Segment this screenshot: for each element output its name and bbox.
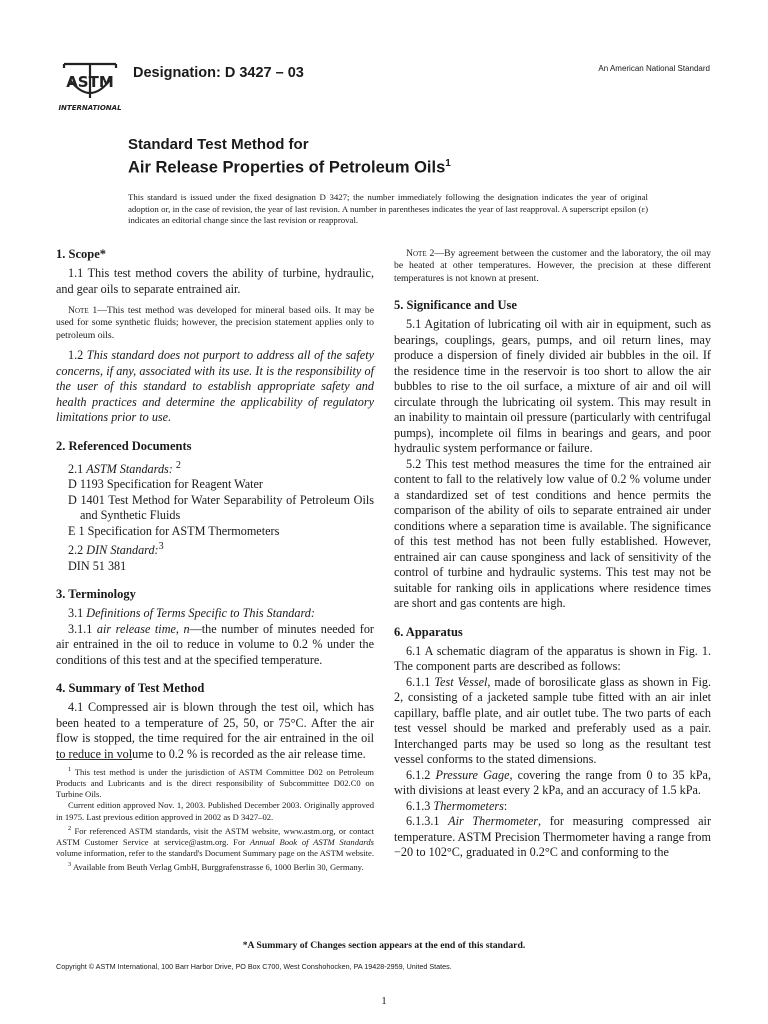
paragraph-1-2-number: 1.2 xyxy=(68,348,84,363)
title-line-2 xyxy=(128,154,648,178)
section-heading-referenced: 2. Referenced Documents xyxy=(56,438,192,453)
footnote-3-text: Available from Beuth Verlag GmbH, Burggrafenstrasse 6, 1000 Berlin 30, Germany. xyxy=(72,862,364,873)
paragraph-1-1: 1.1 This test method covers the ability of turbine, hydraulic, and gear oils to separate entrained air. xyxy=(56,266,374,296)
paragraph-3-1-1-number: 3.1.1 xyxy=(68,621,93,636)
footnotes xyxy=(56,764,374,873)
title-main: Air Release Properties of Petroleum Oils xyxy=(128,158,446,177)
paragraph-6-1-1 xyxy=(394,675,711,768)
paragraph-2-2-number: 2.2 xyxy=(68,543,84,558)
footnote-2-text-a: For referenced ASTM standards, visit the ASTM website, www.astm.org, or contact ASTM Customer Service at service@astm.org. For xyxy=(56,825,375,847)
footnote-1-continued: Current edition approved Nov. 1, 2003. Published December 2003. Originally approved in 1975. Last previous edition approved in 2002 as D 3427–02. xyxy=(56,800,374,822)
note-2 xyxy=(394,248,711,285)
paragraph-6-1-1-number: 6.1.1 xyxy=(406,674,431,689)
footnote-2-marker: 2 xyxy=(68,824,72,832)
paragraph-6-1-3-text: : xyxy=(503,798,508,813)
paragraph-5-1: 5.1 Agitation of lubricating oil with air in equipment, such as bearings, couplings, gears, pumps, and oil return lines, may produce a dispersion of finely divided air bubbles in the oil. If the residence time in the reservoir is too short to allow the air bubbles to rise to the oil surface, a mixture of air and oil will circulate through the lubricating oil system. This may result in an inability to maintain oil pressure (particularly with centrifugal pumps), incomplete oil films in bearings and gears, and poor hydraulic system performance or failure. xyxy=(394,317,711,456)
document-title xyxy=(128,135,648,178)
paragraph-3-1-1-text: —the number of minutes needed for air entrained in the oil to reduce in volume to 0.2 % under the conditions of this test and at the specified temperature. xyxy=(56,621,374,667)
footnote-3 xyxy=(56,859,374,873)
national-standard-label: An American National Standard xyxy=(598,64,710,73)
reference-item: DIN 51 381 xyxy=(68,558,127,573)
section-heading-significance: 5. Significance and Use xyxy=(394,298,517,313)
designation: Designation: D 3427 – 03 xyxy=(133,65,304,81)
term-air-release-time: air release time, n xyxy=(96,621,190,636)
footnote-2-text-b: volume information, refer to the standard's Document Summary page on the ASTM website. xyxy=(56,848,375,859)
copyright-line: Copyright © ASTM International, 100 Barr Harbor Drive, PO Box C700, West Conshohocken, PA 19428-2959, United States. xyxy=(56,962,452,971)
logo-text: ASTM xyxy=(66,73,114,91)
footnote-ref-2: 2 xyxy=(175,459,181,471)
paragraph-6-1-2-text: , covering the range from 0 to 35 kPa, with divisions at least every 2 kPa, and an accuracy of 1.5 kPa. xyxy=(394,767,712,798)
section-heading-terminology: 3. Terminology xyxy=(56,587,136,602)
footnote-3-marker: 3 xyxy=(68,861,72,869)
paragraph-6-1-3-1 xyxy=(394,814,711,861)
paragraph-5-2: 5.2 This test method measures the time for the entrained air content to fall to the relatively low value of 0.2 % volume under a standardized set of test conditions and hence permits the comparison of the ability of oils to separate entrained air under conditions where a separation time is available. The significance of this test method has not been fully established. However, entrained air can cause sponginess and lack of sensitivity of the control of turbine and hydraulic systems. This test may not be suitable for ranking oils in applications where residence times are short and gas contents are high. xyxy=(394,456,711,611)
left-column xyxy=(56,246,374,762)
reference-item: E 1 Specification for ASTM Thermometers xyxy=(68,523,280,538)
term-air-thermometer: Air Thermometer xyxy=(448,814,539,829)
title-footnote-ref: 1 xyxy=(445,158,451,169)
summary-of-changes-note: *A Summary of Changes section appears at the end of this standard. xyxy=(242,940,526,951)
paragraph-3-1-text: Definitions of Terms Specific to This Standard: xyxy=(86,606,315,621)
paragraph-6-1-1-text: , made of borosilicate glass as shown in Fig. 2, consisting of a jacketed sample tube fitted with an air inlet capillary, baffle plate, and air outlet tube. The two parts of each test vessel should be marked and preferably used as a pair. Interchanged parts may be used so long as the resultant test vessel conforms to the stated dimensions. xyxy=(394,674,711,767)
section-heading-apparatus: 6. Apparatus xyxy=(394,624,463,639)
note-1-text: —This test method was developed for mineral based oils. It may be used for some synthetic fluids; however, the precision statement applies only to petroleum oils. xyxy=(56,305,374,341)
paragraph-3-1-1 xyxy=(56,622,374,669)
section-heading-scope: 1. Scope* xyxy=(56,247,106,261)
footnote-1-text: This test method is under the jurisdiction of ASTM Committee D02 on Petroleum Products and Lubricants and is the direct responsibility of Subcommittee D02.C0 on Turbine Oils. xyxy=(56,766,374,800)
logo-subtext: INTERNATIONAL xyxy=(58,104,122,112)
footnote-ref-3: 3 xyxy=(158,541,164,553)
paragraph-1-2 xyxy=(56,348,374,426)
paragraph-6-1-2 xyxy=(394,768,711,799)
page-number: 1 xyxy=(381,995,387,1007)
paragraph-6-1-3-1-text: , for measuring compressed air temperature. ASTM Precision Thermometer having a range from −20 to 102°C, graduated in 0.2°C and conforming to the xyxy=(394,814,712,860)
term-thermometers: Thermometers xyxy=(433,798,504,813)
note-2-text: —By agreement between the customer and the laboratory, the oil may be heated at other temperatures. However, the precision at these different temperatures is not known at present. xyxy=(394,248,711,284)
term-test-vessel: Test Vessel xyxy=(434,674,488,689)
right-column xyxy=(394,248,711,861)
term-pressure-gage: Pressure Gage xyxy=(435,767,510,782)
note-1 xyxy=(56,305,374,342)
paragraph-6-1-2-number: 6.1.2 xyxy=(406,767,431,782)
paragraph-3-1 xyxy=(56,606,374,622)
note-2-label: Note 2 xyxy=(406,248,435,259)
paragraph-1-2-text: This standard does not purport to address all of the safety concerns, if any, associated with its use. It is the responsibility of the user of this standard to establish appropriate safety and health practices and determine the applicability of regulatory limitations prior to use. xyxy=(56,348,374,425)
din-standard-label: DIN Standard: xyxy=(86,543,159,558)
intro-paragraph: This standard is issued under the fixed designation D 3427; the number immediately following the designation indicates the year of original adoption or, in the case of revision, the year of last revision. A number in parentheses indicates the year of last reapproval. A superscript epsilon (ε) indicates an editorial change since the last revision or reapproval. xyxy=(128,192,648,226)
paragraph-2-2 xyxy=(56,539,374,559)
reference-item: D 1401 Test Method for Water Separability of Petroleum Oils and Synthetic Fluids xyxy=(68,492,374,523)
astm-logo xyxy=(56,54,124,114)
footnote-1 xyxy=(56,764,374,800)
astm-standards-label: ASTM Standards: xyxy=(86,461,173,476)
paragraph-6-1-3-number: 6.1.3 xyxy=(406,798,431,813)
title-line-1: Standard Test Method for xyxy=(128,136,309,153)
footnote-2-italic: Annual Book of ASTM Standards xyxy=(249,836,374,847)
footnote-2 xyxy=(56,823,374,859)
reference-item: D 1193 Specification for Reagent Water xyxy=(68,477,263,492)
paragraph-4-1: 4.1 Compressed air is blown through the test oil, which has been heated to a temperature of 25, 50, or 75°C. After the air flow is stopped, the time required for the air entrained in the oil to reduce in volume to 0.2 % is recorded as the air release time. xyxy=(56,700,374,761)
footnote-1-marker: 1 xyxy=(68,766,72,773)
paragraph-3-1-number: 3.1 xyxy=(68,606,84,621)
paragraph-2-1-number: 2.1 xyxy=(68,461,84,476)
note-1-label: Note 1 xyxy=(68,305,98,316)
section-heading-summary: 4. Summary of Test Method xyxy=(56,681,205,696)
footnote-divider xyxy=(56,759,132,760)
paragraph-6-1-3-1-number: 6.1.3.1 xyxy=(406,814,440,829)
paragraph-2-1 xyxy=(56,458,374,478)
paragraph-6-1: 6.1 A schematic diagram of the apparatus is shown in Fig. 1. The component parts are described as follows: xyxy=(394,643,711,674)
paragraph-6-1-3 xyxy=(394,799,711,815)
